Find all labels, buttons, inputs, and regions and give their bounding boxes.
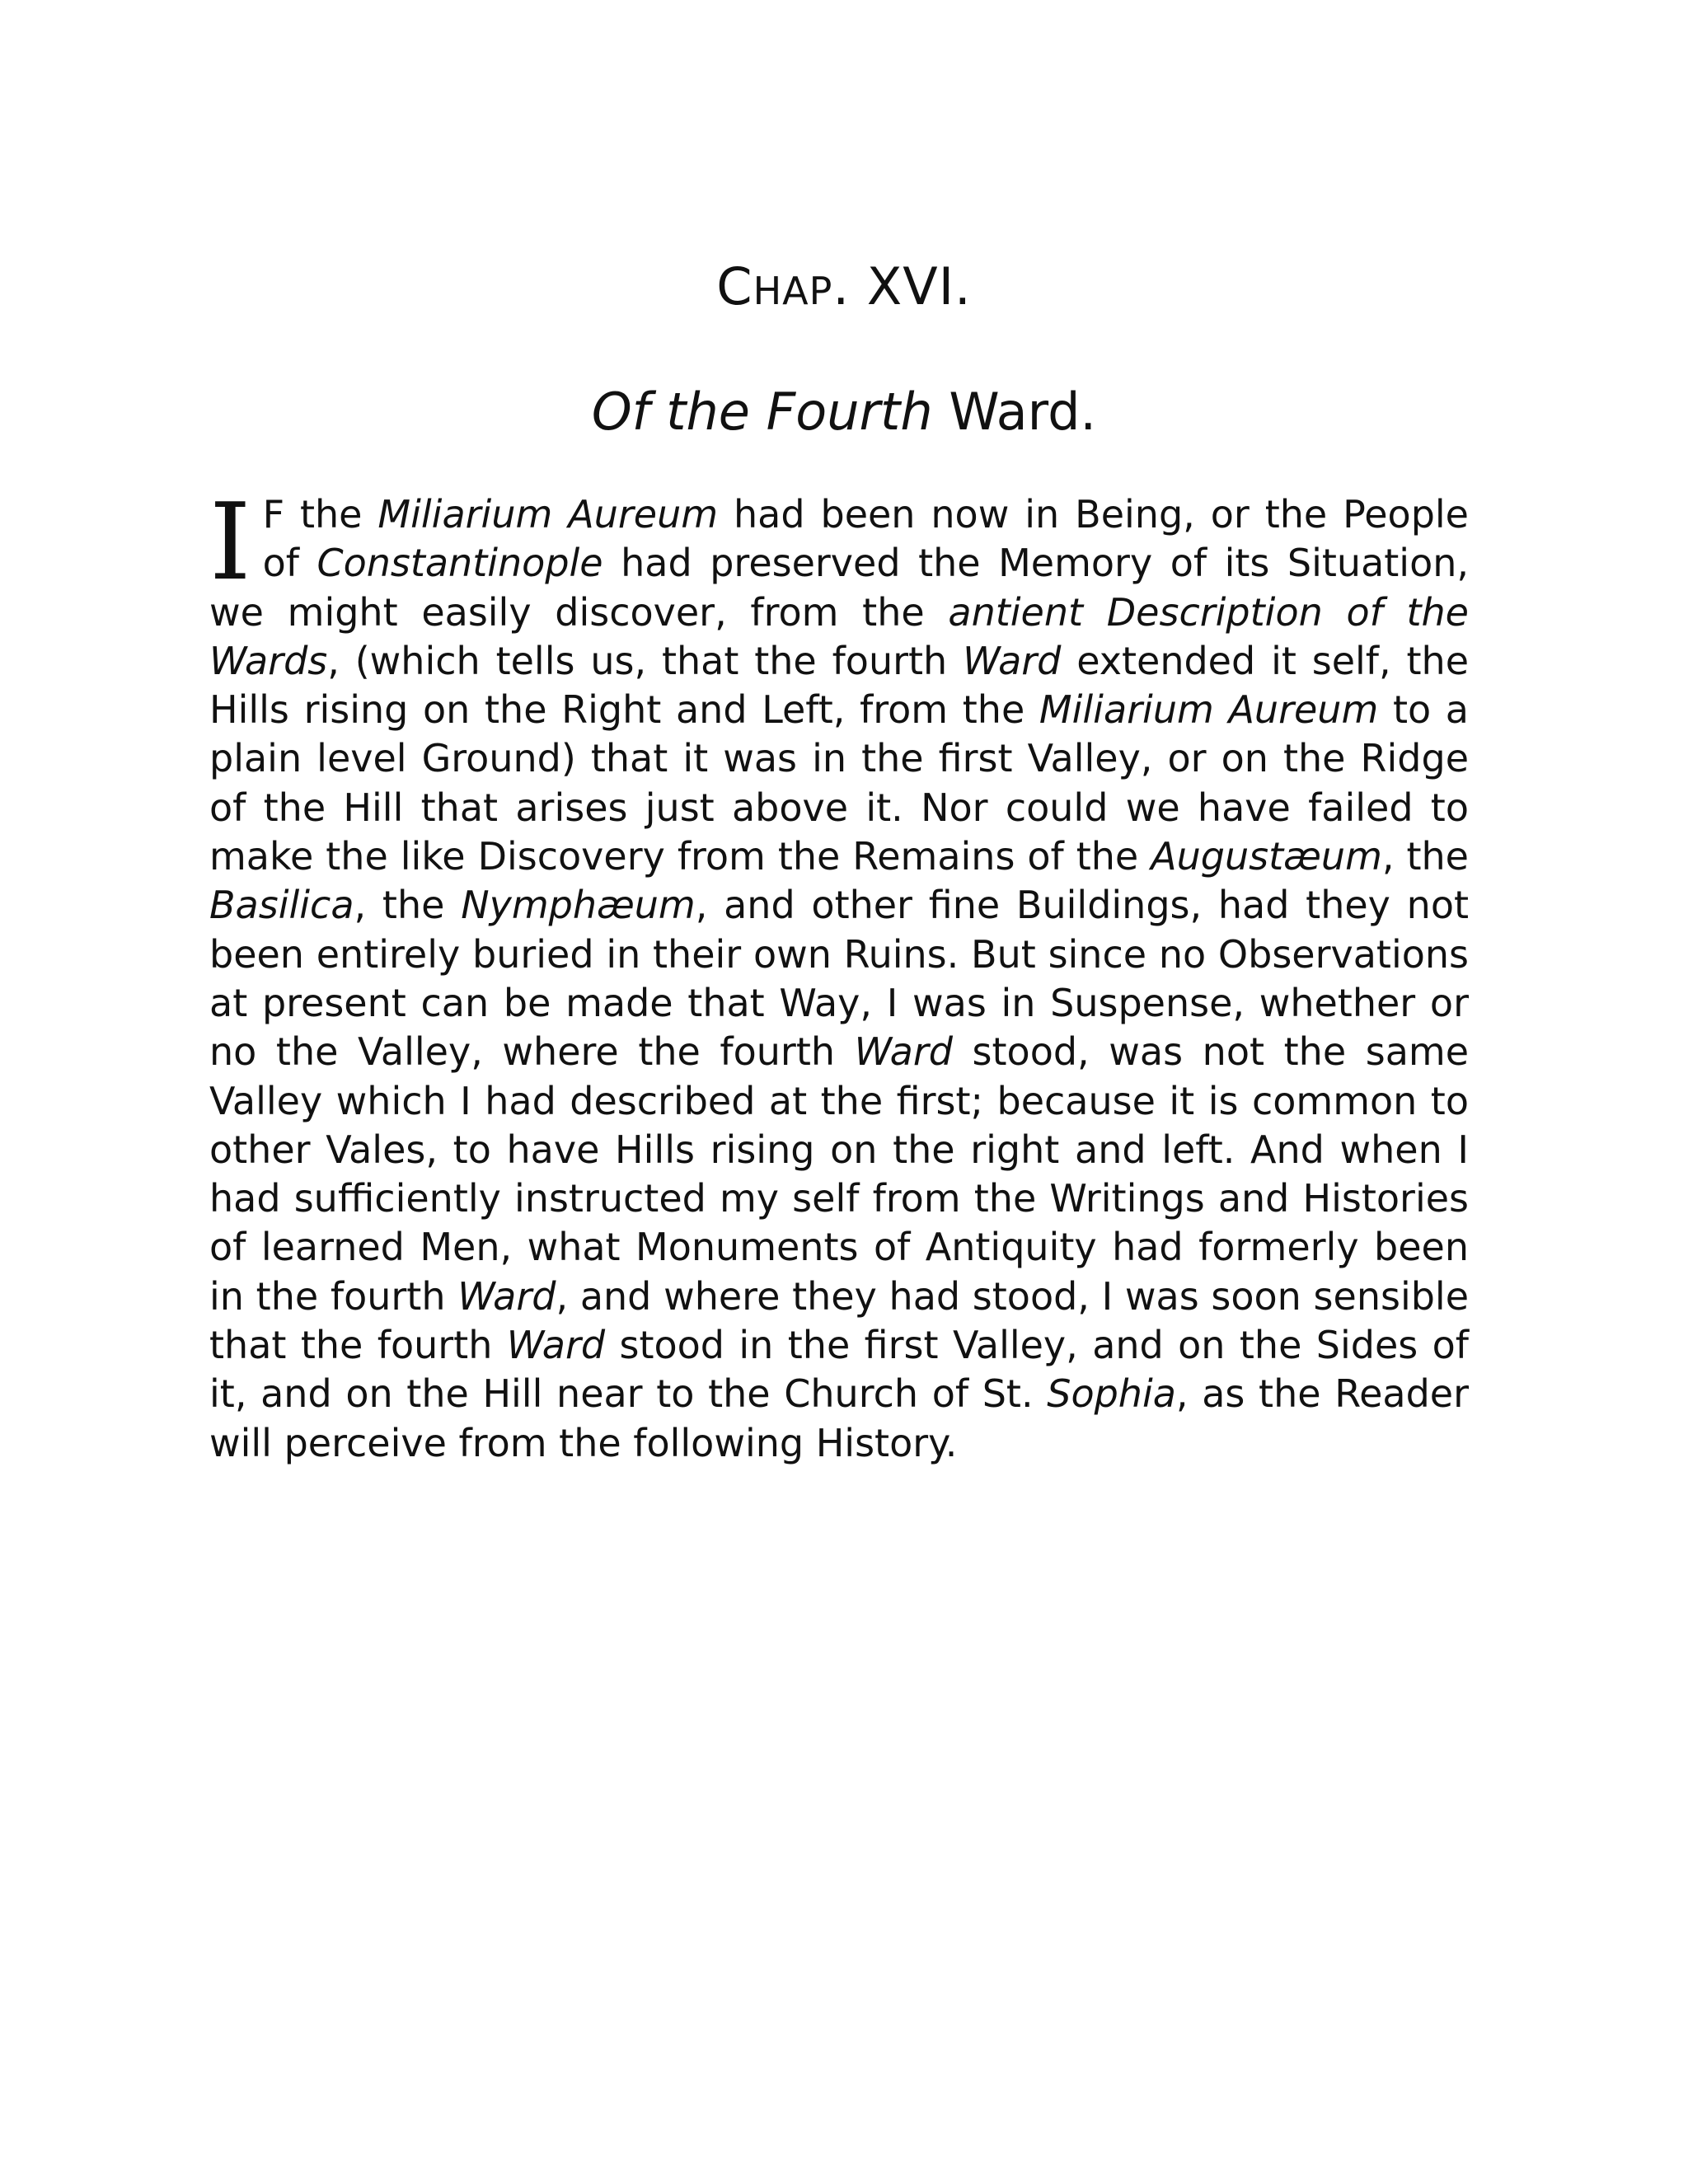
text-run: had preserved the Memory of its Situation, we might easily discover, from the (209, 541, 1470, 635)
text-run: , the (354, 883, 462, 928)
italic-run: Constantinople (316, 541, 603, 586)
text-run: , as the Reader will perceive from the following History. (209, 1371, 1469, 1465)
italic-run: Sophia (1047, 1371, 1176, 1417)
italic-run: Miliarium Aureum (377, 492, 719, 537)
text-run: had been now in Being, or the People of (262, 492, 1469, 586)
italic-run: Nymphæum (461, 883, 696, 928)
text-run: , and where they had stood, I was soon sensible that the fourth (209, 1273, 1470, 1368)
text-run: F the (262, 492, 378, 537)
italic-run: Miliarium Aureum (1039, 687, 1379, 733)
italic-run: Ward (457, 1273, 556, 1319)
chapter-subtitle-italic: Of the Fourth (591, 382, 933, 442)
italic-run: Ward (854, 1029, 953, 1075)
chapter-heading (0, 254, 1688, 324)
text-run: to a plain level Ground) that it was in the first Valley, or on the Ridge of the Hill that arises just above it. Nor could we have failed to make the like Discovery from the Remains of the (209, 687, 1469, 879)
text-run: , and other fine Buildings, had they not been entirely buried in their own Ruins. But since no Observations at present can be made that Way, I was in Suspense, whether or no the Valley, where the fourth (209, 883, 1469, 1075)
italic-run: Basilica (209, 883, 354, 928)
drop-cap: I (209, 481, 251, 604)
chapter-subtitle (0, 379, 1688, 445)
chapter-heading-initial: C (716, 256, 753, 316)
italic-run: Ward (506, 1323, 606, 1368)
text-run: , the (1381, 834, 1469, 879)
chapter-subtitle-roman: Ward. (932, 382, 1097, 442)
chapter-number: . XVI. (832, 256, 972, 316)
body-paragraph (209, 481, 1470, 1468)
text-run: stood, was not the same Valley which I had described at the first; because it is common to other Vales, to have Hills rising on the right and left. And when I had sufficiently instructed my self from the Writings and Histories of learned Men, what Monuments of Antiquity had formerly been in the fourth (209, 1029, 1469, 1319)
text-run: , (which tells us, that the fourth (327, 638, 964, 683)
text-run: stood in the first Valley, and on the Sides of it, and on the Hill near to the Church of St. (209, 1323, 1469, 1417)
chapter-heading-smallcaps: HAP (753, 269, 833, 313)
italic-run: Augustæum (1151, 834, 1382, 879)
italic-run: Ward (963, 638, 1062, 683)
italic-run: antient Description of the Wards (209, 589, 1469, 683)
text-run: extended it self, the Hills rising on the Right and Left, from the (209, 638, 1470, 733)
